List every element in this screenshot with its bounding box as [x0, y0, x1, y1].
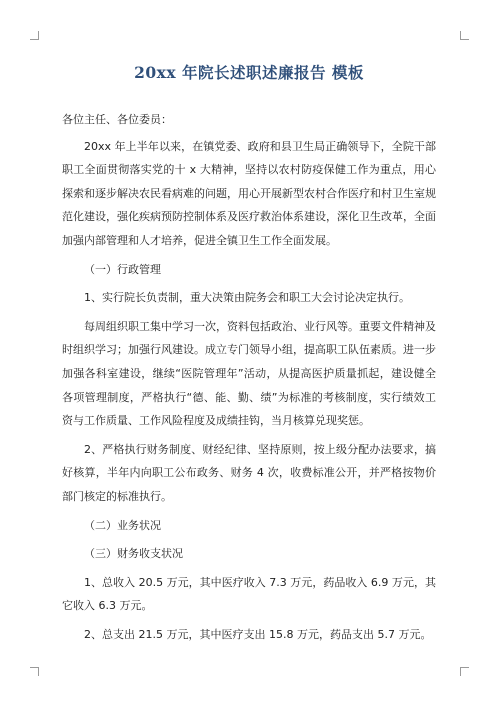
paragraph-item-2: 2、严格执行财务制度、财经纪律、坚持原则，按上级分配办法要求，搞好核算，半年内向职工公布政务、财务 4 次，收费标准公开，并严格按物价部门核定的标准执行。	[62, 442, 436, 503]
document-body	[62, 60, 436, 651]
paragraph-item-1: 1、实行院长负责制，重大决策由院务会和职工大会讨论决定执行。	[84, 291, 410, 305]
paragraph-income: 1、总收入 20.5 万元，其中医疗收入 7.3 万元，药品收入 6.9 万元，其它收入 6.3 万元。	[62, 575, 436, 613]
document-title: 20xx 年院长述职述廉报告 模板	[134, 63, 364, 82]
crop-mark-top-right	[460, 31, 469, 40]
paragraph-expense: 2、总支出 21.5 万元，其中医疗支出 15.8 万元，药品支出 5.7 万元。	[84, 627, 432, 641]
salutation: 各位主任、各位委员：	[62, 113, 172, 126]
paragraph-intro: 20xx 年上半年以来，在镇党委、政府和县卫生局正确领导下，全院干部职工全面贯彻落实党的十 x 大精神，坚持以农村防疫保健工作为重点，用心探索和逐步解决农民看病难的问题，用心开展新型农村合作医疗和村卫生室规范化建设，强化疾病预防控制体系及医疗救治体系建设，深化卫生改革，全面加强内部管理和人才培养，促进全镇卫生工作全面发展。	[62, 139, 436, 247]
section-heading-finance: （三）财务收支状况	[84, 547, 183, 561]
paragraph-study: 每周组织职工集中学习一次，资料包括政治、业行风等。重要文件精神及时组织学习；加强行风建设。成立专门领导小组，提高职工队伍素质。进一步加强各科室建设，继续“医院管理年”活动，从提高医护质量抓起，建设健全各项管理制度，严格执行“德、能、勤、绩”为标准的考核制度，实行绩效工资与工作质量、工作风险程度及成绩挂钩，当月核算兑现奖惩。	[62, 319, 436, 428]
section-heading-administration: （一）行政管理	[84, 262, 161, 276]
crop-mark-top-left	[30, 31, 39, 40]
crop-mark-bottom-right	[460, 667, 469, 676]
crop-mark-bottom-left	[30, 667, 39, 676]
section-heading-business: （二）业务状况	[84, 518, 161, 532]
